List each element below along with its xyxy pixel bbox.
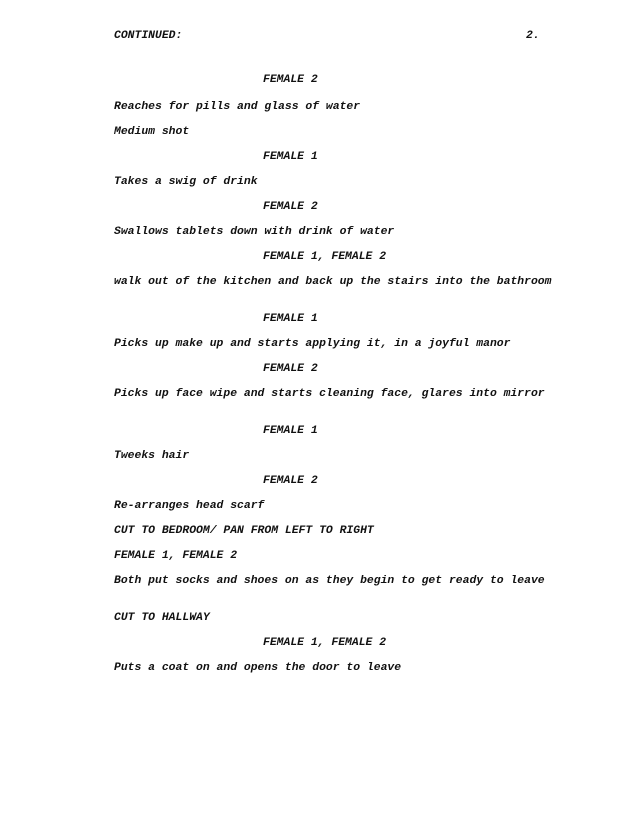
character-cue: FEMALE 1 — [263, 151, 318, 163]
action-line: FEMALE 1, FEMALE 2 — [114, 550, 238, 562]
character-cue: FEMALE 1, FEMALE 2 — [263, 637, 387, 649]
character-cue: FEMALE 1 — [263, 425, 318, 437]
character-cue: FEMALE 2 — [263, 475, 318, 487]
character-cue: FEMALE 1 — [263, 313, 318, 325]
character-cue: FEMALE 2 — [263, 74, 318, 86]
action-line: Medium shot — [114, 126, 190, 138]
scene-transition: CUT TO HALLWAY — [114, 612, 210, 624]
action-line: Picks up make up and starts applying it, in a joyful manor — [114, 338, 511, 350]
character-cue: FEMALE 1, FEMALE 2 — [263, 251, 387, 263]
action-line: Tweeks hair — [114, 450, 190, 462]
action-line: Re-arranges head scarf — [114, 500, 265, 512]
action-line: Swallows tablets down with drink of water — [114, 226, 395, 238]
continued-label: CONTINUED: — [114, 30, 183, 42]
character-cue: FEMALE 2 — [263, 201, 318, 213]
scene-transition: CUT TO BEDROOM/ PAN FROM LEFT TO RIGHT — [114, 525, 374, 537]
action-line: Takes a swig of drink — [114, 176, 258, 188]
action-line: Both put socks and shoes on as they begin to get ready to leave — [114, 575, 545, 587]
action-line: walk out of the kitchen and back up the stairs into the bathroom — [114, 276, 552, 288]
page-number: 2. — [526, 30, 540, 42]
action-line: Picks up face wipe and starts cleaning face, glares into mirror — [114, 388, 545, 400]
action-line: Puts a coat on and opens the door to leave — [114, 662, 402, 674]
character-cue: FEMALE 2 — [263, 363, 318, 375]
action-line: Reaches for pills and glass of water — [114, 101, 361, 113]
